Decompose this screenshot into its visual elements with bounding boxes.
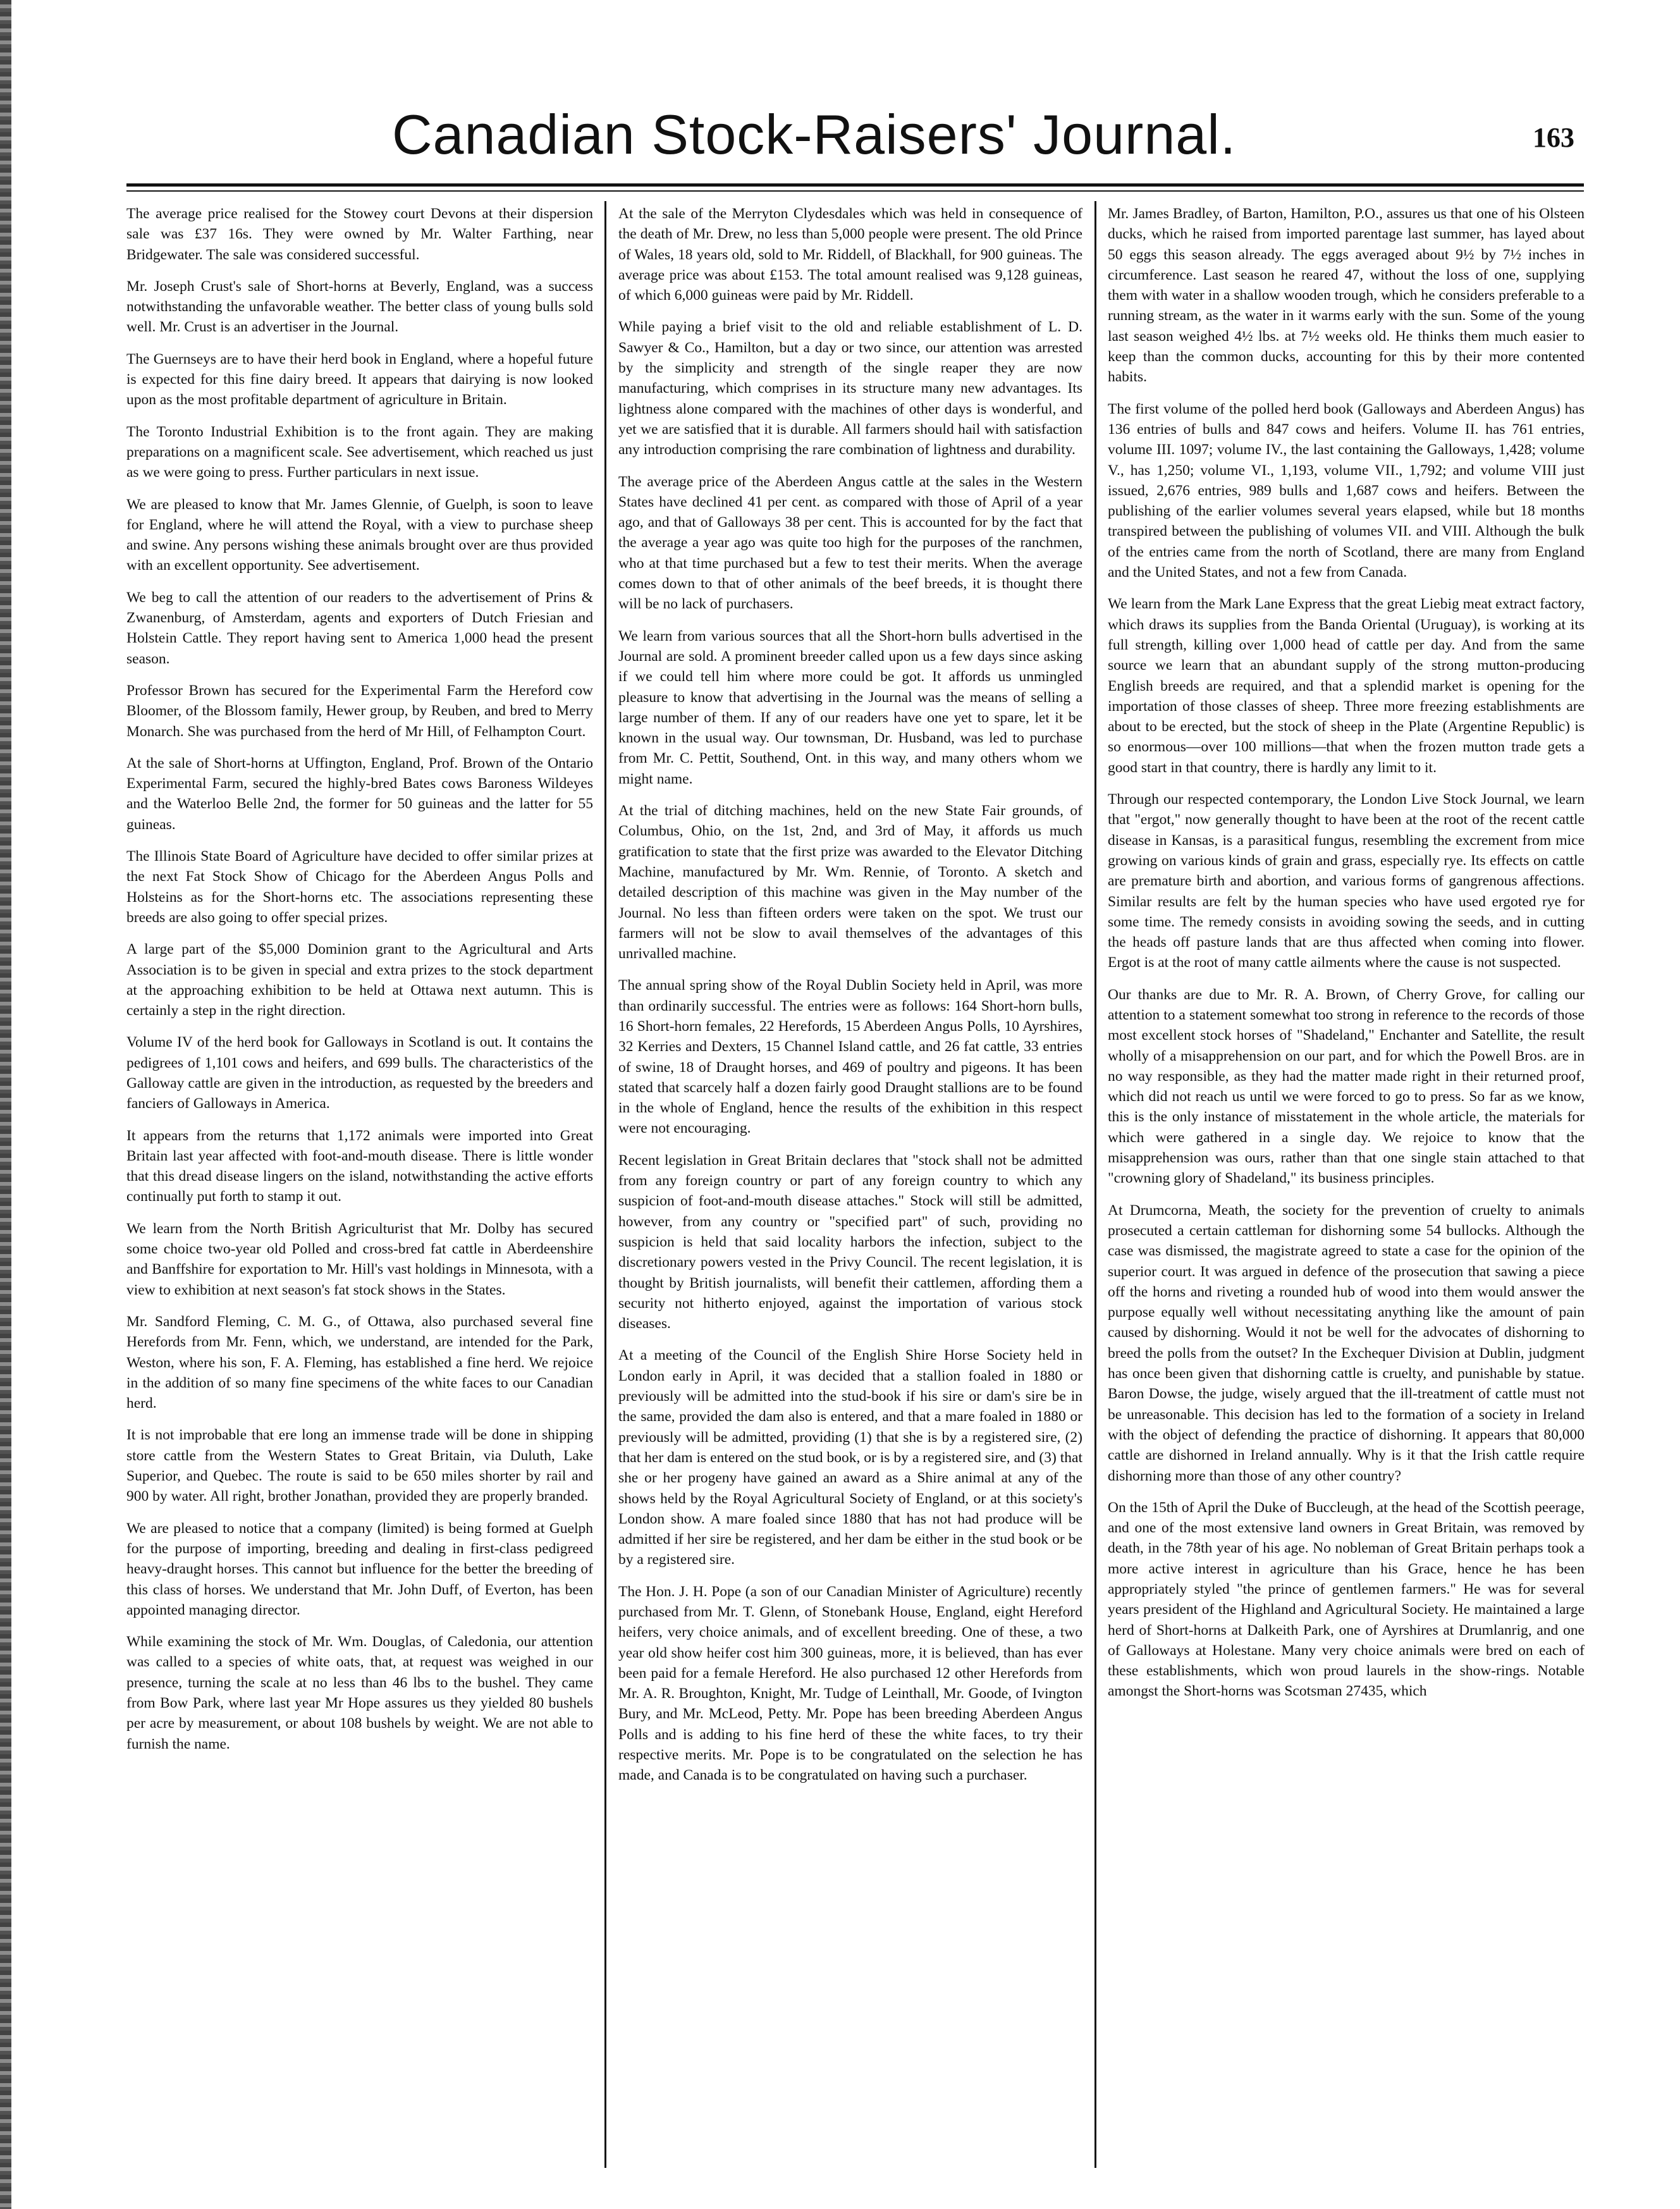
column-divider	[1094, 201, 1096, 2168]
article-paragraph: The average price of the Aberdeen Angus cattle at the sales in the Western States have declined 41 per cent. as compared with those of April of a year ago, and that of Galloways 38 per cent. This is accounted for by the fact that the average a year ago was quite too high for the purposes of the ranchmen, who at that time purchased but a few to test their merits. When the average comes down to that of other animals of the beef breeds, it is thought there will be no lack of purchasers.	[618, 473, 1082, 613]
journal-title: Canadian Stock-Raisers' Journal.	[392, 103, 1237, 166]
column-divider	[604, 201, 606, 2168]
article-paragraph: It is not improbable that ere long an immense trade will be done in shipping store cattle from the Western States to Great Britain, via Duluth, Lake Superior, and Quebec. The route is said to be 650 miles shorter by rail and 900 by water. All right, brother Jonathan, provided they are properly branded.	[126, 1427, 593, 1505]
article-paragraph: We learn from the Mark Lane Express that the great Liebig meat extract factory, which draws its supplies from the Banda Oriental (Uruguay), is working at its full strength, killing over 1,000 head of cattle per day. And from the same source we learn that an abundant supply of the strong mutton-producing English breeds are required, and that a splendid market is opening for the importation of those classes of sheep. Three more freezing establishments are about to be erected, but the stock of sheep in the Plate (Argentine Republic) is so enormous—over 100 millions—that when the frozen mutton trade gets a good start in that country, there is hardly any limit to it.	[1108, 596, 1585, 776]
article-paragraph: We beg to call the attention of our readers to the advertisement of Prins & Zwanenburg, of Amsterdam, agents and exporters of Dutch Friesian and Holstein Cattle. They report having sent to America 1,000 head the present season.	[126, 589, 593, 667]
article-paragraph: The Guernseys are to have their herd book in England, where a hopeful future is expected for this fine dairy breed. It appears that dairying is now looked upon as the most profitable department of agriculture in Britain.	[126, 350, 593, 409]
masthead	[126, 102, 1581, 178]
article-paragraph: Through our respected contemporary, the London Live Stock Journal, we learn that "ergot," now generally thought to have been at the root of the recent cattle disease in Kansas, is a parasitical fungus, resembling the excrement from mice growing on various kinds of grain and grass, especially rye. Its effects on cattle are premature birth and abortion, and various forms of gangrenous affections. Similar results are felt by the human species who have used ergoted rye for some time. The remedy consists in avoiding sowing the seeds, and in cutting the heads off pasture lands that are thus affected when coming into flower. Ergot is at the root of many cattle ailments where the cause is not suspected.	[1108, 791, 1585, 971]
article-paragraph: We are pleased to notice that a company (limited) is being formed at Guelph for the purpose of importing, breeding and dealing in first-class pedigreed heavy-draught horses. This cannot but influence for the better the breeding of this class of horses. We understand that Mr. John Duff, of Everton, has been appointed managing director.	[126, 1520, 593, 1618]
article-paragraph: At the sale of Short-horns at Uffington, England, Prof. Brown of the Ontario Experimental Farm, secured the highly-bred Bates cows Baroness Wildeyes and the Waterloo Belle 2nd, the former for 50 guineas and the latter for 55 guineas.	[126, 754, 593, 833]
article-paragraph: On the 15th of April the Duke of Buccleugh, at the head of the Scottish peerage, and one of the most extensive land owners in Great Britain, was removed by death, in the 78th year of his age. No nobleman of Great Britain perhaps took a more active interest in agriculture than his Grace, hence he has been appropriately styled "the prince of gentlemen farmers." He was for several years president of the Highland and Agricultural Society. He maintained a large herd of Short-horns at Dalkeith Park, one of Ayrshires at Drumlanrig, and one of Galloways at Holestane. Many very choice animals were bred on each of these establishments, which won proud laurels in the show-rings. Notable amongst the Short-horns was Scotsman 27435, which	[1108, 1499, 1585, 1700]
article-paragraph: At the sale of the Merryton Clydesdales which was held in consequence of the death of Mr. Drew, no less than 5,000 people were present. The old Prince of Wales, 18 years old, sold to Mr. Riddell, of Blackhall, for 900 guineas. The average price was about £153. The total amount realised was 9,128 guineas, of which 6,000 guineas were paid by Mr. Riddell.	[618, 206, 1082, 304]
page-binding-edge	[0, 0, 11, 2209]
article-paragraph: At the trial of ditching machines, held on the new State Fair grounds, of Columbus, Ohio, on the 1st, 2nd, and 3rd of May, it affords us much gratification to state that the first prize was awarded to the Elevator Ditching Machine, manufactured by Mr. Wm. Rennie, of Toronto. A sketch and detailed description of this machine was given in the May number of the Journal. No less than fifteen orders were taken on the spot. We trust our farmers will not be slow to avail themselves of the advantages of this unrivalled machine.	[618, 803, 1082, 963]
article-paragraph: At a meeting of the Council of the English Shire Horse Society held in London early in April, it was decided that a stallion foaled in 1880 or previously will be admitted into the stud-book if his sire or dam's sire be in the same, provided the dam also is entered, and that a mare foaled in 1880 or previously will be admitted, providing (1) that she is by a registered sire, (2) that her dam is entered on the stud book, or is by a registered sire, and (3) that she or her progeny have gained an award as a Shire animal at any of the shows held by the Royal Agricultural Society of England, or at this society's London show. A mare foaled since 1880 that has not had produce will be admitted if her sire be registered, and her dam be either in the stud book or be by a registered sire.	[618, 1347, 1082, 1568]
article-paragraph: Volume IV of the herd book for Galloways in Scotland is out. It contains the pedigrees of 1,101 cows and heifers, and 699 bulls. The characteristics of the Galloway cattle are given in the introduction, as requested by the breeders and fanciers of Galloways in America.	[126, 1034, 593, 1112]
article-paragraph: The first volume of the polled herd book (Galloways and Aberdeen Angus) has 136 entries of bulls and 847 cows and heifers. Volume II. has 761 entries, volume III. 1097; volume IV., the last containing the Galloways, 1,428; volume V., has 1,250; volume VI., 1,193, volume VII., 1,792; and volume VIII just issued, 2,676 entries, 989 bulls and 1,687 cows and heifers. Between the publishing of the earlier volumes several years elapsed, while but 18 months transpired between the publishing of volumes VII. and VIII. Although the bulk of the entries came from the north of Scotland, there are many from England and the United States, and not a few from Canada.	[1108, 400, 1585, 581]
article-paragraph: Our thanks are due to Mr. R. A. Brown, of Cherry Grove, for calling our attention to a statement somewhat too strong in reference to the records of those most excellent stock horses of "Shadeland," Enchanter and Satellite, the result wholly of a misapprehension on our part, and for which the Powell Bros. are in no way responsible, as they had the matter made right in their returned proof, which did not reach us until we were forced to go to press. So far as we know, this is the only instance of misstatement in the whole article, the materials for which were gathered in a single day. We rejoice to know that the misapprehension was ours, rather than that one single stain attached to that "crowning glory of Shadeland," its business principles.	[1108, 986, 1585, 1187]
article-paragraph: The annual spring show of the Royal Dublin Society held in April, was more than ordinarily successful. The entries were as follows: 164 Short-horn bulls, 16 Short-horn females, 22 Herefords, 15 Aberdeen Angus Polls, 10 Ayrshires, 32 Kerries and Dexters, 15 Channel Island cattle, and 26 fat cattle, 33 entries of swine, 18 of Draught horses, and 469 of poultry and pigeons. It has been stated that scarcely half a dozen fairly good Draught stallions are to be found in the whole of England, hence the results of the exhibition in this respect were not encouraging.	[618, 977, 1082, 1137]
text-column-2	[618, 204, 1082, 2164]
text-column-1	[126, 204, 593, 2164]
article-paragraph: While examining the stock of Mr. Wm. Douglas, of Caledonia, our attention was called to a species of white oats, that, at request was weighed in our presence, turning the scale at no less than 46 lbs to the bushel. They came from Bow Park, where last year Mr Hope assures us they yielded 80 bushels per acre by measurement, or about 108 bushels by weight. We are not able to furnish the name.	[126, 1634, 593, 1752]
article-paragraph: Professor Brown has secured for the Experimental Farm the Hereford cow Bloomer, of the Blossom family, Hewer group, by Reuben, and bred to Merry Monarch. She was purchased from the herd of Mr Hill, of Felhampton Court.	[126, 682, 593, 740]
header-rule-thick	[126, 183, 1584, 187]
article-paragraph: We learn from various sources that all the Short-horn bulls advertised in the Journal are sold. A prominent breeder called upon us a few days since asking if we could tell him where more could be got. It affords us unmingled pleasure to know that advertising in the Journal was the means of selling a large number of them. If any of our readers have one yet to spare, let it be known in the usual way. Our townsman, Dr. Husband, was led to purchase from Mr. C. Pettit, Southend, Ont. in this way, and many others whom we might name.	[618, 627, 1082, 787]
article-paragraph: The Hon. J. H. Pope (a son of our Canadian Minister of Agriculture) recently purchased from Mr. T. Glenn, of Stonebank House, England, eight Hereford heifers, very choice animals, and of excellent breeding. One of these, a two year old show heifer cost him 300 guineas, more, it is believed, than has ever been paid for a female Hereford. He also purchased 12 other Herefords from Mr. A. R. Broughton, Knight, Mr. Tudge of Leinthall, Mr. Goode, of Ivington Bury, and Mr. McLeod, Petty. Mr. Pope has been breeding Aberdeen Angus Polls and is adding to his fine herd of these the white faces, to try their respective merits. Mr. Pope is to be congratulated on the selection he has made, and Canada is to be congratulated on having such a purchaser.	[618, 1583, 1082, 1784]
article-paragraph: It appears from the returns that 1,172 animals were imported into Great Britain last year affected with foot-and-mouth disease. There is little wonder that this dread disease lingers on the island, notwithstanding the active efforts continually put forth to stamp it out.	[126, 1127, 593, 1205]
text-column-3	[1108, 204, 1585, 2164]
page-number: 163	[1533, 122, 1574, 153]
article-paragraph: The Toronto Industrial Exhibition is to the front again. They are making preparations on a magnificent scale. See advertisement, which reached us just as we were going to press. Further particulars in next issue.	[126, 423, 593, 481]
article-paragraph: Mr. Sandford Fleming, C. M. G., of Ottawa, also purchased several fine Herefords from Mr. Fenn, which, we understand, are intended for the Park, Weston, where his son, F. A. Fleming, has established a fine herd. We rejoice in the addition of so many fine specimens of the white faces to our Canadian herd.	[126, 1313, 593, 1412]
article-paragraph: We learn from the North British Agriculturist that Mr. Dolby has secured some choice two-year old Polled and cross-bred fat cattle in Aberdeenshire and Banffshire for exportation to Mr. Hill's vast holdings in Minnesota, with a view to exhibition at next season's fat stock shows in the States.	[126, 1220, 593, 1298]
header-rule-thin	[126, 190, 1584, 192]
article-paragraph: While paying a brief visit to the old and reliable establishment of L. D. Sawyer & Co., Hamilton, but a day or two since, our attention was arrested by the simplicity and strength of the single reaper they are now manufacturing, which comprises in its structure many new advantages. Its lightness alone compared with the machines of other days is wonderful, and yet we are satisfied that it is durable. All farmers should hail with satisfaction any introduction comprising the rare combination of lightness and durability.	[618, 319, 1082, 458]
article-paragraph: Mr. Joseph Crust's sale of Short-horns at Beverly, England, was a success notwithstanding the unfavorable weather. The better class of young bulls sold well. Mr. Crust is an advertiser in the Journal.	[126, 278, 593, 336]
article-paragraph: Recent legislation in Great Britain declares that "stock shall not be admitted from any foreign country or part of any foreign country to which any suspicion of foot-and-mouth disease attaches." Stock will still be admitted, however, from any country or "specified part" of such, providing no suspicion is held that said locality harbors the infection, subject to the discretionary powers vested in the Privy Council. The recent legislation, it is thought by British journalists, will benefit their cattlemen, affording them a security not hitherto enjoyed, against the importation of various stock diseases.	[618, 1152, 1082, 1332]
article-paragraph: At Drumcorna, Meath, the society for the prevention of cruelty to animals prosecuted a certain cattleman for dishorning some 54 bullocks. Although the case was dismissed, the magistrate agreed to state a case for the opinion of the superior court. It was argued in defence of the prosecution that sawing a piece off the horns and riveting a rounded hub of wood into them would answer the purpose equally well without necessitating anything like the amount of pain caused by dishorning. Would it not be well for the advocates of dishorning to breed the polls from the outset? In the Exchequer Division at Dublin, judgment has once been given that dishorning cattle is cruelty, and punishable by statue. Baron Dowse, the judge, wisely argued that the ill-treatment of cattle must not be unreasonable. This decision has led to the formation of a society in Ireland with the object of defending the practice of dishorning. It appears that 80,000 cattle are dishorned in Ireland annually. Why is it that the Irish cattle require dishorning more than those of any other country?	[1108, 1202, 1585, 1484]
article-paragraph: The Illinois State Board of Agriculture have decided to offer similar prizes at the next Fat Stock Show of Chicago for the Aberdeen Angus Polls and Holsteins as for the Short-horns etc. The associations representing these breeds are also going to offer special prizes.	[126, 848, 593, 926]
article-paragraph: The average price realised for the Stowey court Devons at their dispersion sale was £37 16s. They were owned by Mr. Walter Farthing, near Bridgewater. The sale was considered successful.	[126, 206, 593, 263]
article-paragraph: We are pleased to know that Mr. James Glennie, of Guelph, is soon to leave for England, where he will attend the Royal, with a view to purchase sheep and swine. Any persons wishing these animals brought over are thus provided with an excellent opportunity. See advertisement.	[126, 496, 593, 574]
article-paragraph: A large part of the $5,000 Dominion grant to the Agricultural and Arts Association is to be given in special and extra prizes to the stock department at the approaching exhibition to be held at Ottawa next autumn. This is certainly a step in the right direction.	[126, 941, 593, 1019]
article-paragraph: Mr. James Bradley, of Barton, Hamilton, P.O., assures us that one of his Olsteen ducks, which he raised from imported parentage last summer, has layed about 50 eggs this season already. The eggs averaged about 9½ by 7½ inches in circumference. Last season he reared 47, without the loss of one, supplying them with water in a shallow wooden trough, which he considers preferable to a running stream, as the water in it warms early with the sun. Some of the young last season weighed 4½ lbs. at 7½ weeks old. He thinks them much easier to keep than the common ducks, accounting for this by their more contented habits.	[1108, 206, 1585, 386]
